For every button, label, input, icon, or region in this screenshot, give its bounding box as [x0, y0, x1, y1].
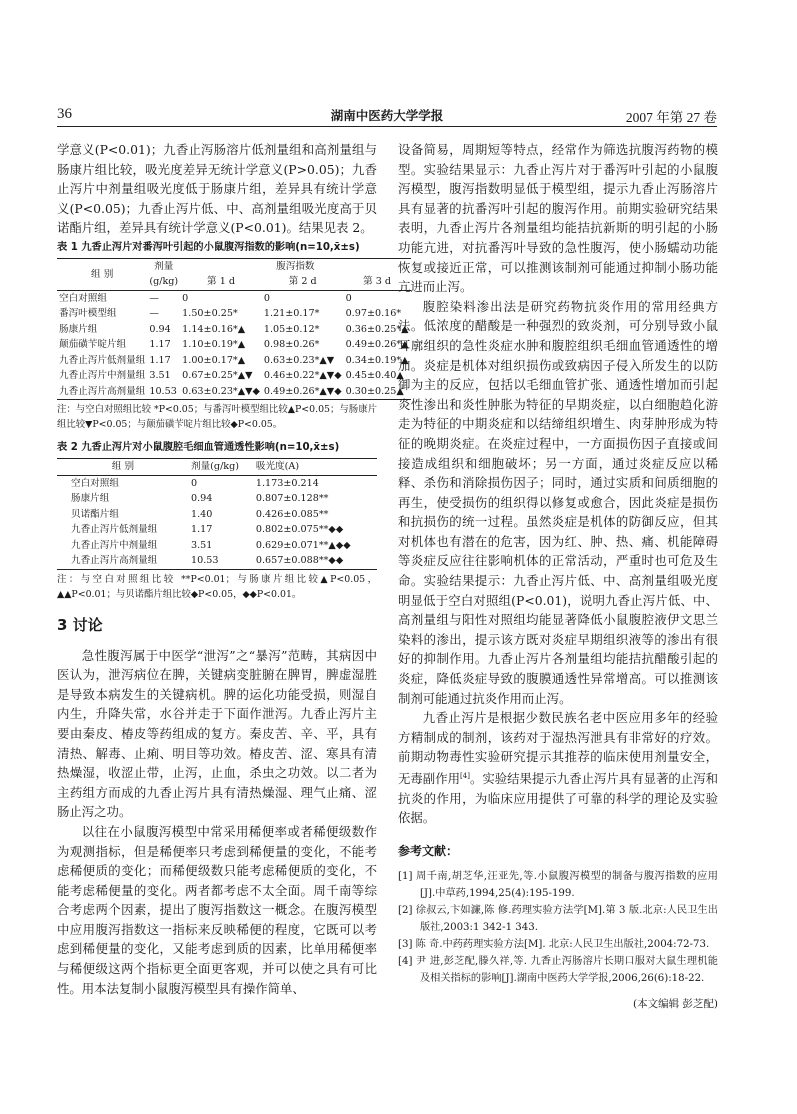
- table-row: [57, 475, 377, 491]
- left-column: [57, 140, 409, 998]
- table1-cell-d2: 1.21±0.17*: [263, 308, 320, 320]
- references-list: [398, 868, 718, 987]
- table2-cell-group: 九香止泻片低剂量组: [71, 524, 158, 536]
- table2-caption: 表 2 九香止泻片对小鼠腹腔毛细血管通透性影响(n=10,x̄±s): [57, 442, 340, 454]
- table1-cell-d2: 0.46±0.22*▲▼◆: [263, 370, 342, 382]
- table-row: [57, 522, 377, 538]
- table2-cell-abs: 0.657±0.088**◆◆: [254, 553, 377, 569]
- table2-note: 注：与空白对照组比较 **P<0.01；与肠康片组比较▲P<0.05，▲▲P<0.01；与贝诺酯片组比较◆P<0.05，◆◆P<0.01。: [57, 573, 377, 600]
- table1-head-dose: 剂量: [147, 258, 180, 274]
- table2-cell-abs: 0.426±0.085**: [255, 508, 329, 520]
- table1-cell-d3: 0.34±0.19*▲: [345, 354, 409, 366]
- table2: [57, 458, 377, 570]
- table1-cell-d1: 1.50±0.25*: [182, 308, 238, 320]
- table2-cell-abs: 0.629±0.071**▲◆◆: [255, 539, 351, 551]
- table1-cell-d3: 0.36±0.25*▲: [345, 323, 409, 335]
- table1-cell-d1: 1.14±0.16*▲: [182, 323, 246, 335]
- table-row: [57, 353, 411, 369]
- table1-cell-group: 空白对照组: [59, 292, 107, 304]
- table2-cell-abs: 0.807±0.128**: [255, 493, 329, 505]
- table1-cell-d2: 0: [263, 292, 270, 304]
- table1-cell-group: 九香止泻片中剂量组: [59, 370, 146, 382]
- discussion-paragraph-2: 以往在小鼠腹泻模型中常采用稀便率或者稀便级数作为观测指标，但是稀便率只考虑到稀便量的变化，不能考虑稀便质的变化；而稀便级数只能考虑稀便质的变化，不能考虑稀便量的变化。两者都考虑不太全面。周千南等综合考虑两个因素，提出了腹泻指数这一概念。在腹泻模型中应用腹泻指数这一指标来反映稀便的程度，它既可以考虑到稀便量的变化，又能考虑到质的因素，比单用稀便率与稀便级这两个指标更全面更客观，并可以使之具有可比性。用本法复制小鼠腹泻模型具有操作简单、: [57, 823, 377, 996]
- table1-head-d2: 第 2 d: [262, 274, 344, 290]
- table2-head-dose: 剂量(g/kg): [189, 459, 254, 476]
- table1-cell-d1: 1.10±0.19*▲: [182, 339, 246, 351]
- table1-cell-d3: 0.49±0.26*▲: [345, 339, 409, 351]
- table-row: [57, 337, 411, 353]
- table1-cell-d3: 0.97±0.16*: [345, 308, 402, 320]
- table-row: [57, 553, 377, 569]
- table-row: [57, 322, 411, 338]
- table-row: [57, 306, 411, 322]
- section-title: 3 讨论: [57, 615, 103, 634]
- table-row: [57, 538, 377, 554]
- table1-cell-group: 肠康片组: [59, 323, 98, 335]
- page-number: 36: [57, 106, 72, 122]
- table-row: [57, 290, 411, 306]
- table2-body: [57, 475, 377, 569]
- table2-cell-group: 贝诺酯片组: [71, 508, 119, 520]
- reference-item: [1] 周千南,胡芝华,汪亚先,等.小鼠腹泻模型的制备与腹泻指数的应用[J].中草药,1994,25(4):195-199.: [398, 870, 718, 899]
- table1-cell-group: 九香止泻片低剂量组: [59, 354, 146, 366]
- table1-cell-d1: 0.67±0.25*▲▼: [182, 370, 253, 382]
- discussion-paragraph-3: 设备简易，周期短等特点，经常作为筛选抗腹泻药物的模型。实验结果显示：九香止泻片对于番泻叶引起的小鼠腹泻模型，腹泻指数明显低于模型组，提示九香止泻肠溶片具有显著的抗番泻叶引起的腹泻作用。前期实验研究结果表明，九香止泻片各剂量组均能拮抗新斯的明引起的小肠功能亢进，对抗番泻叶导致的急性腹泻，使小肠蠕动功能恢复或接近正常，可以推测该制剂可能通过抑制小肠功能亢进而止泻。: [398, 142, 718, 295]
- table1-cell-dose: 1.17: [149, 339, 171, 351]
- table1-cell-group: 番泻叶模型组: [59, 308, 117, 320]
- table2-cell-abs: 1.173±0.214: [255, 477, 319, 489]
- conclusion-text-b: 。实验结果提示九香止泻片具有显著的止泻和抗炎的作用，为临床应用提供了可靠的科学的理论及实验依据。: [398, 771, 718, 826]
- table1-body: [57, 290, 411, 400]
- table2-cell-dose: 1.17: [191, 524, 213, 536]
- table2-cell-dose: 10.53: [189, 553, 254, 569]
- table2-cell-group: 肠康片组: [71, 493, 110, 505]
- citation-4[interactable]: [4]: [460, 772, 470, 780]
- table1-cell-d1: 0: [182, 292, 189, 304]
- table2-cell-dose: 0: [191, 477, 198, 489]
- table2-head-group: 组 别: [57, 459, 189, 476]
- discussion-paragraph-4: 腹腔染料渗出法是研究药物抗炎作用的常用经典方法。低浓度的醋酸是一种强烈的致炎剂，可分别导致小鼠耳廓组织的急性炎症水肿和腹腔组织毛细血管通透性的增加。炎症是机体对组织损伤或致病因子侵入所发生的以防御为主的反应，包括以毛细血管扩张、通透性增加而引起炎性渗出和炎性肿胀为特征的早期炎症，以白细胞趋化游走为特征的中期炎症和以结缔组织增生、肉芽肿形成为特征的晚期炎症。在炎症过程中，一方面损伤因子直接或间接造成组织和细胞破坏；另一方面，通过炎症反应以稀释、杀伤和消除损伤因子；同时，通过实质和间质细胞的再生，使受损伤的组织得以修复或愈合，因此炎症是损伤和抗损伤的统一过程。虽然炎症是机体的防御反应，但其对机体也有潜在的危害，因为红、肿、热、痛、机能障碍等炎症反应往往影响机体的正常活动，严重时也可危及生命。实验结果提示：九香止泻片低、中、高剂量组吸光度明显低于空白对照组(P<0.01)，说明九香止泻片低、中、高剂量组与阳性对照组均能显著降低小鼠腹腔液伊文思兰染料的渗出，提示该方既对炎症早期组织液等的渗出有很好的抑制作用。九香止泻片各剂量组均能拮抗醋酸引起的炎症，降低炎症导致的腹膜通透性异常增高。可以推测该制剂可能通过抗炎作用而止泻。: [398, 298, 718, 706]
- table1-cell-d3: 0.30±0.25▲: [344, 384, 411, 400]
- table-row: [57, 384, 411, 400]
- table1-cell-d1: 0.63±0.23*▲▼◆: [180, 384, 262, 400]
- table1-cell-d1: 1.00±0.17*▲: [182, 354, 246, 366]
- table1-cell-dose: —: [149, 308, 159, 320]
- editor-credit: (本文编辑 彭芝配): [632, 997, 718, 1010]
- table1-cell-dose: 0.94: [149, 323, 171, 335]
- table2-cell-group: 空白对照组: [71, 477, 119, 489]
- table2-cell-dose: 1.40: [191, 508, 213, 520]
- table1-caption: 表 1 九香止泻片对番泻叶引起的小鼠腹泻指数的影响(n=10,x̄±s): [57, 241, 360, 253]
- results-paragraph: 学意义(P<0.01)；九香止泻肠溶片低剂量组和高剂量组与肠康片组比较，吸光度差异无统计学意义(P>0.05)；九香止泻片中剂量组吸光度低于肠康片组，差异具有统计学意义(P<0.05)；九香止泻片低、中、高剂量组吸光度高于贝诺酯片组，差异具有统计学意义(P<0.01)。结果见表 2。: [57, 142, 377, 236]
- reference-item: [2] 徐叔云,卞如濂,陈 修.药理实验方法学[M].第 3 版.北京:人民卫生出版社,2003:1 342-1 343.: [398, 904, 718, 933]
- table1-head-group: 组 别: [57, 258, 147, 290]
- table1-note: 注：与空白对照组比较 *P<0.05；与番泻叶模型组比较▲P<0.05；与肠康片组比较▼P<0.05；与颠茄磺苄啶片组比较◆P<0.05。: [57, 404, 377, 431]
- discussion-paragraph-5: [398, 708, 718, 828]
- table2-head-abs: 吸光度(A): [254, 459, 377, 476]
- table1: [57, 258, 411, 401]
- table1-cell-d3: 0: [345, 292, 352, 304]
- journal-name: 湖南中医药大学学报: [330, 108, 444, 123]
- reference-item: [4] 尹 进,彭芝配,滕久祥,等. 九香止泻肠溶片长期口服对大鼠生理机能及相关指标的影响[J].湖南中医药大学学报,2006,26(6):18-22.: [398, 955, 718, 984]
- references-title: 参考文献：: [398, 843, 459, 858]
- table-row: [57, 491, 377, 507]
- table1-cell-d3: 0.45±0.40▲: [345, 370, 404, 382]
- year-volume: 2007 年第 27 卷: [625, 110, 717, 125]
- table1-cell-d2: 1.05±0.12*: [263, 323, 320, 335]
- table-row: [57, 368, 411, 384]
- table1-cell-group: 九香止泻片高剂量组: [57, 384, 147, 400]
- table1-cell-d2: 0.63±0.23*▲▼: [263, 354, 335, 366]
- table1-cell-dose: 10.53: [147, 384, 180, 400]
- table1-cell-dose: 3.51: [149, 370, 171, 382]
- table1-cell-d2: 0.49±0.26*▲▼◆: [262, 384, 344, 400]
- table1-cell-dose: —: [149, 292, 159, 304]
- table2-cell-group: 九香止泻片中剂量组: [71, 539, 158, 551]
- right-column: [398, 140, 718, 1014]
- table1-head-d1: 第 1 d: [180, 274, 262, 290]
- table1-head-d3: 第 3 d: [344, 274, 411, 290]
- table1-head-dose-unit: (g/kg): [147, 274, 180, 290]
- table1-head-index: 腹泻指数: [180, 258, 410, 274]
- table2-cell-abs: 0.802±0.075**◆◆: [255, 524, 344, 536]
- table2-cell-dose: 3.51: [191, 539, 213, 551]
- table2-cell-group: 九香止泻片高剂量组: [57, 553, 189, 569]
- table2-cell-dose: 0.94: [191, 493, 213, 505]
- discussion-paragraph-1: 急性腹泻属于中医学“泄泻”之“暴泻”范畴，其病因中医认为，泄泻病位在脾，关键病变脏腑在脾胃，脾虚湿胜是导致本病发生的关键病机。脾的运化功能受损，则湿自内生，升降失常，水谷并走于下面作泄泻。九香止泻片主要由秦皮、椿皮等药组成的复方。秦皮苦、辛、平，具有清热、解毒、止痢、明目等功效。椿皮苦、涩、寒具有清热燥湿，收涩止带，止泻，止血，杀虫之功效。以二者为主药组方而成的九香止泻片具有清热燥湿、理气止痛、涩肠止泻之功。: [57, 647, 377, 820]
- table1-cell-group: 颠茄磺苄啶片组: [59, 339, 127, 351]
- reference-item: [3] 陈 奇.中药药理实验方法[M]. 北京:人民卫生出版社,2004:72-73.: [398, 938, 710, 950]
- table1-cell-dose: 1.17: [149, 354, 171, 366]
- table1-cell-d2: 0.98±0.26*: [263, 339, 320, 351]
- page-header: [57, 106, 717, 126]
- table-row: [57, 507, 377, 523]
- header-rule: [57, 126, 717, 127]
- conclusion-text-a: 九香止泻片是根据少数民族名老中医应用多年的经验方精制成的制剂，该药对于湿热泻泄具有非常好的疗效。前期动物毒性实验研究提示其推荐的临床使用剂量安全，无毒副作用: [398, 710, 718, 787]
